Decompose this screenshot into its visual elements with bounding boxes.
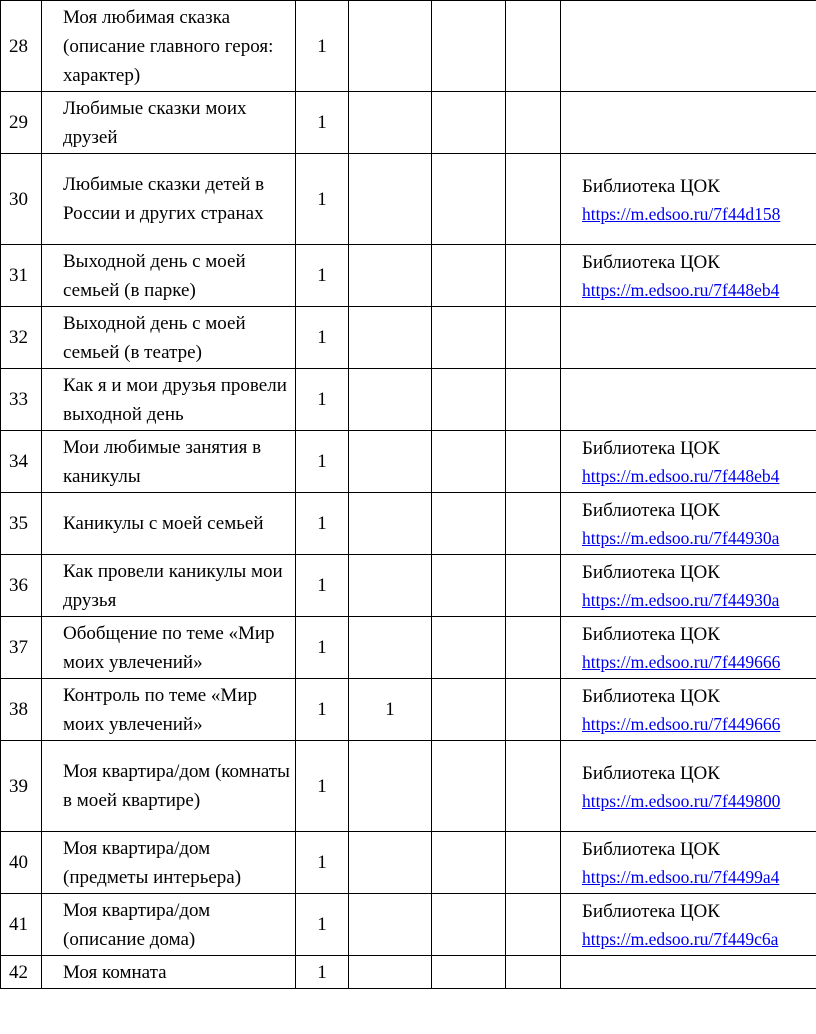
hours-practice [432,92,506,154]
lesson-topic: Моя любимая сказка (описание главного героя: характер) [42,1,296,92]
table-row [1,92,816,154]
study-date [506,741,561,832]
lesson-number: 36 [1,555,42,617]
digital-resource [561,894,816,956]
hours-control: 1 [349,679,432,741]
hours-total: 1 [296,1,349,92]
hours-practice [432,679,506,741]
lesson-topic: Как я и мои друзья провели выходной день [42,369,296,431]
lesson-topic: Выходной день с моей семьей (в театре) [42,307,296,369]
resource-library-label: Библиотека ЦОК [582,562,720,583]
hours-practice [432,307,506,369]
resource-link[interactable]: https://m.edsoo.ru/7f44930a [582,528,780,548]
lesson-topic: Моя комната [42,956,296,989]
hours-total: 1 [296,245,349,307]
hours-practice [432,956,506,989]
hours-control [349,1,432,92]
lesson-topic: Любимые сказки моих друзей [42,92,296,154]
study-date [506,369,561,431]
table-row [1,617,816,679]
study-date [506,617,561,679]
hours-total: 1 [296,92,349,154]
resource-link[interactable]: https://m.edsoo.ru/7f449c6a [582,929,779,949]
lesson-number: 32 [1,307,42,369]
table-row [1,741,816,832]
hours-total: 1 [296,617,349,679]
study-date [506,679,561,741]
digital-resource [561,741,816,832]
lesson-number: 42 [1,956,42,989]
resource-library-label: Библиотека ЦОК [582,175,720,197]
lesson-topic: Каникулы с моей семьей [42,493,296,555]
hours-control [349,555,432,617]
digital-resource [561,307,816,369]
hours-total: 1 [296,431,349,493]
hours-practice [432,555,506,617]
table-row [1,369,816,431]
lesson-topic: Обобщение по теме «Мир моих увлечений» [42,617,296,679]
lesson-number: 35 [1,493,42,555]
resource-library-label: Библиотека ЦОК [582,686,720,707]
hours-practice [432,617,506,679]
resource-library-label: Библиотека ЦОК [582,438,720,459]
hours-total: 1 [296,956,349,989]
table-row [1,679,816,741]
digital-resource [561,493,816,555]
lesson-number: 40 [1,832,42,894]
hours-control [349,956,432,989]
table-row [1,431,816,493]
study-date [506,956,561,989]
hours-total: 1 [296,493,349,555]
hours-control [349,832,432,894]
hours-total: 1 [296,832,349,894]
digital-resource [561,679,816,741]
hours-control [349,369,432,431]
study-date [506,92,561,154]
lesson-number: 29 [1,92,42,154]
resource-link[interactable]: https://m.edsoo.ru/7f44930a [582,590,780,610]
digital-resource [561,832,816,894]
hours-total: 1 [296,154,349,245]
hours-practice [432,245,506,307]
hours-practice [432,431,506,493]
lesson-topic: Как провели каникулы мои друзья [42,555,296,617]
study-date [506,431,561,493]
study-date [506,245,561,307]
lesson-number: 41 [1,894,42,956]
table-row [1,555,816,617]
hours-control [349,431,432,493]
table-row [1,493,816,555]
table-row [1,894,816,956]
digital-resource [561,1,816,92]
hours-total: 1 [296,679,349,741]
lesson-number: 34 [1,431,42,493]
resource-link[interactable]: https://m.edsoo.ru/7f449666 [582,652,781,672]
hours-practice [432,894,506,956]
hours-control [349,493,432,555]
lesson-number: 30 [1,154,42,245]
digital-resource [561,617,816,679]
table-row [1,245,816,307]
resource-library-label: Библиотека ЦОК [582,624,720,645]
digital-resource [561,956,816,989]
table-row [1,956,816,989]
hours-practice [432,154,506,245]
digital-resource [561,92,816,154]
hours-practice [432,741,506,832]
resource-library-label: Библиотека ЦОК [582,901,720,922]
resource-library-label: Библиотека ЦОК [582,762,720,784]
lesson-topic: Моя квартира/дом (предметы интерьера) [42,832,296,894]
study-date [506,307,561,369]
digital-resource [561,154,816,245]
study-date [506,832,561,894]
hours-total: 1 [296,741,349,832]
lesson-number: 31 [1,245,42,307]
lesson-number: 28 [1,1,42,92]
hours-control [349,245,432,307]
table-row [1,154,816,245]
lesson-number: 38 [1,679,42,741]
table-row [1,307,816,369]
hours-total: 1 [296,307,349,369]
lesson-number: 39 [1,741,42,832]
lesson-number: 37 [1,617,42,679]
digital-resource [561,555,816,617]
study-date [506,1,561,92]
hours-control [349,92,432,154]
resource-library-label: Библиотека ЦОК [582,839,720,860]
lesson-topic: Выходной день с моей семьей (в парке) [42,245,296,307]
lesson-topic: Контроль по теме «Мир моих увлечений» [42,679,296,741]
hours-control [349,894,432,956]
hours-total: 1 [296,894,349,956]
hours-control [349,617,432,679]
digital-resource [561,245,816,307]
lesson-topic: Мои любимые занятия в каникулы [42,431,296,493]
resource-link[interactable]: https://m.edsoo.ru/7f449800 [582,790,781,811]
hours-practice [432,493,506,555]
hours-practice [432,1,506,92]
table-row [1,832,816,894]
study-date [506,154,561,245]
resource-link[interactable]: https://m.edsoo.ru/7f44d158 [582,203,781,224]
study-date [506,493,561,555]
hours-control [349,307,432,369]
study-date [506,555,561,617]
lesson-topic: Моя квартира/дом (описание дома) [42,894,296,956]
table-row [1,1,816,92]
lesson-topic: Любимые сказки детей в России и других странах [42,154,296,245]
resource-link[interactable]: https://m.edsoo.ru/7f448eb4 [582,280,780,300]
hours-total: 1 [296,555,349,617]
hours-practice [432,369,506,431]
digital-resource [561,369,816,431]
hours-practice [432,832,506,894]
study-date [506,894,561,956]
resource-library-label: Библиотека ЦОК [582,500,720,521]
resource-library-label: Библиотека ЦОК [582,252,720,273]
lesson-topic: Моя квартира/дом (комнаты в моей квартире) [42,741,296,832]
hours-total: 1 [296,369,349,431]
digital-resource [561,431,816,493]
resource-link[interactable]: https://m.edsoo.ru/7f4499a4 [582,867,780,887]
resource-link[interactable]: https://m.edsoo.ru/7f448eb4 [582,466,780,486]
hours-control [349,741,432,832]
hours-control [349,154,432,245]
lesson-number: 33 [1,369,42,431]
resource-link[interactable]: https://m.edsoo.ru/7f449666 [582,714,781,734]
